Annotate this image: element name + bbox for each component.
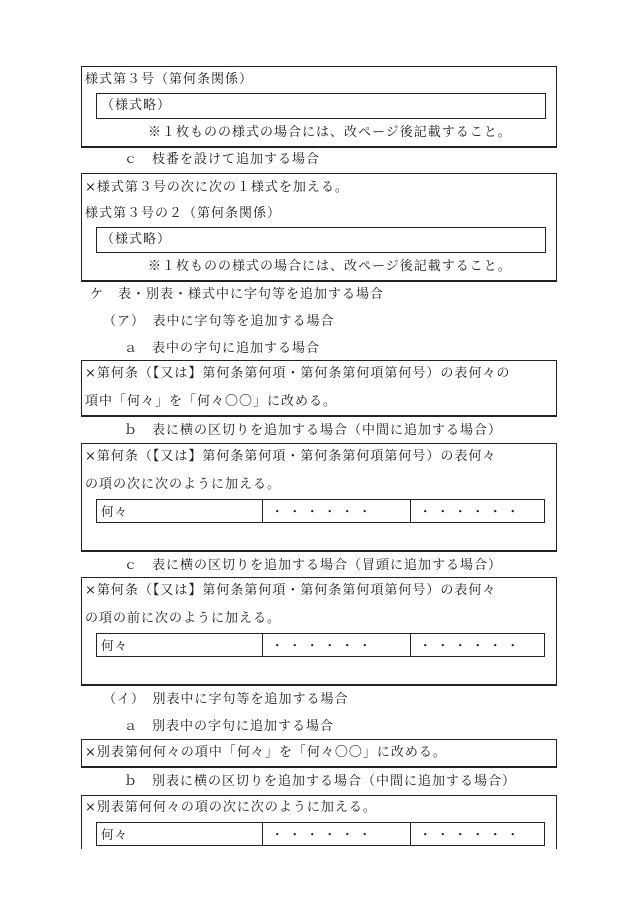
heading-ke: ケ 表・別表・様式中に字句等を追加する場合 (90, 287, 385, 302)
example-box-form3 (81, 66, 557, 148)
heading-b-appended-middle-row: ｂ 別表に横の区切りを追加する場合（中間に追加する場合） (124, 774, 517, 789)
page-break-note: ※１枚ものの様式の場合には、改ページ後記載すること。 (148, 259, 512, 274)
instruction-line: 項中「何々」を「何々〇〇」に改める。 (85, 394, 338, 409)
heading-a-paren: （ア） 表中に字句等を追加する場合 (103, 314, 335, 329)
added-row-table (96, 822, 545, 846)
page-break-note: ※１枚ものの様式の場合には、改ページ後記載すること。 (148, 125, 512, 140)
example-box-form3-2 (81, 173, 557, 282)
example-box-appended-table-words (81, 739, 557, 768)
instruction-line: ×第何条（【又は】第何条第何項・第何条第何項第何号）の表何々 (85, 583, 497, 598)
form-placeholder-box (96, 93, 546, 119)
form-title: 様式第３号（第何条関係） (85, 72, 254, 87)
example-box-top-row (81, 577, 557, 686)
heading-a-appended-table-words: ａ 別表中の字句に追加する場合 (124, 719, 335, 734)
heading-c-top-row: ｃ 表に横の区切りを追加する場合（冒頭に追加する場合） (124, 558, 503, 573)
table-row (97, 634, 545, 657)
instruction-line: の項の次に次のように加える。 (85, 477, 282, 492)
table-cell-dots: ・・・・・・ (263, 634, 411, 657)
table-cell-dots: ・・・・・・ (411, 500, 545, 523)
added-row-table (96, 633, 545, 657)
form-placeholder-box (96, 227, 546, 253)
table-cell-dots: ・・・・・・ (411, 823, 545, 846)
instruction-line: ×別表第何何々の項中「何々」を「何々〇〇」に改める。 (85, 745, 447, 760)
example-box-appended-middle-row (81, 795, 557, 849)
example-box-middle-row (81, 443, 557, 552)
instruction-line: ×様式第３号の次に次の１様式を加える。 (85, 180, 349, 195)
table-cell-item: 何々 (97, 500, 263, 523)
instruction-line: の項の前に次のように加える。 (85, 611, 282, 626)
table-cell-dots: ・・・・・・ (263, 823, 411, 846)
table-cell-dots: ・・・・・・ (411, 634, 545, 657)
heading-c-branch-number: ｃ 枝番を設けて追加する場合 (124, 152, 321, 167)
form-placeholder-text: （様式略） (101, 232, 172, 247)
example-box-table-words (81, 360, 557, 417)
form-title: 様式第３号の２（第何条関係） (85, 206, 282, 221)
instruction-line: ×第何条（【又は】第何条第何項・第何条第何項第何号）の表何々 (85, 449, 497, 464)
table-cell-item: 何々 (97, 823, 263, 846)
heading-b-middle-row: ｂ 表に横の区切りを追加する場合（中間に追加する場合） (124, 423, 503, 438)
table-row (97, 823, 545, 846)
table-cell-item: 何々 (97, 634, 263, 657)
table-row (97, 500, 545, 523)
form-placeholder-text: （様式略） (101, 98, 172, 113)
heading-i-paren: （イ） 別表中に字句等を追加する場合 (103, 692, 349, 707)
table-cell-dots: ・・・・・・ (263, 500, 411, 523)
instruction-line: ×第何条（【又は】第何条第何項・第何条第何項第何号）の表何々の (85, 366, 511, 381)
heading-a-table-words: ａ 表中の字句に追加する場合 (124, 341, 321, 356)
instruction-line: ×別表第何何々の項の次に次のように加える。 (85, 800, 377, 815)
added-row-table (96, 499, 545, 523)
